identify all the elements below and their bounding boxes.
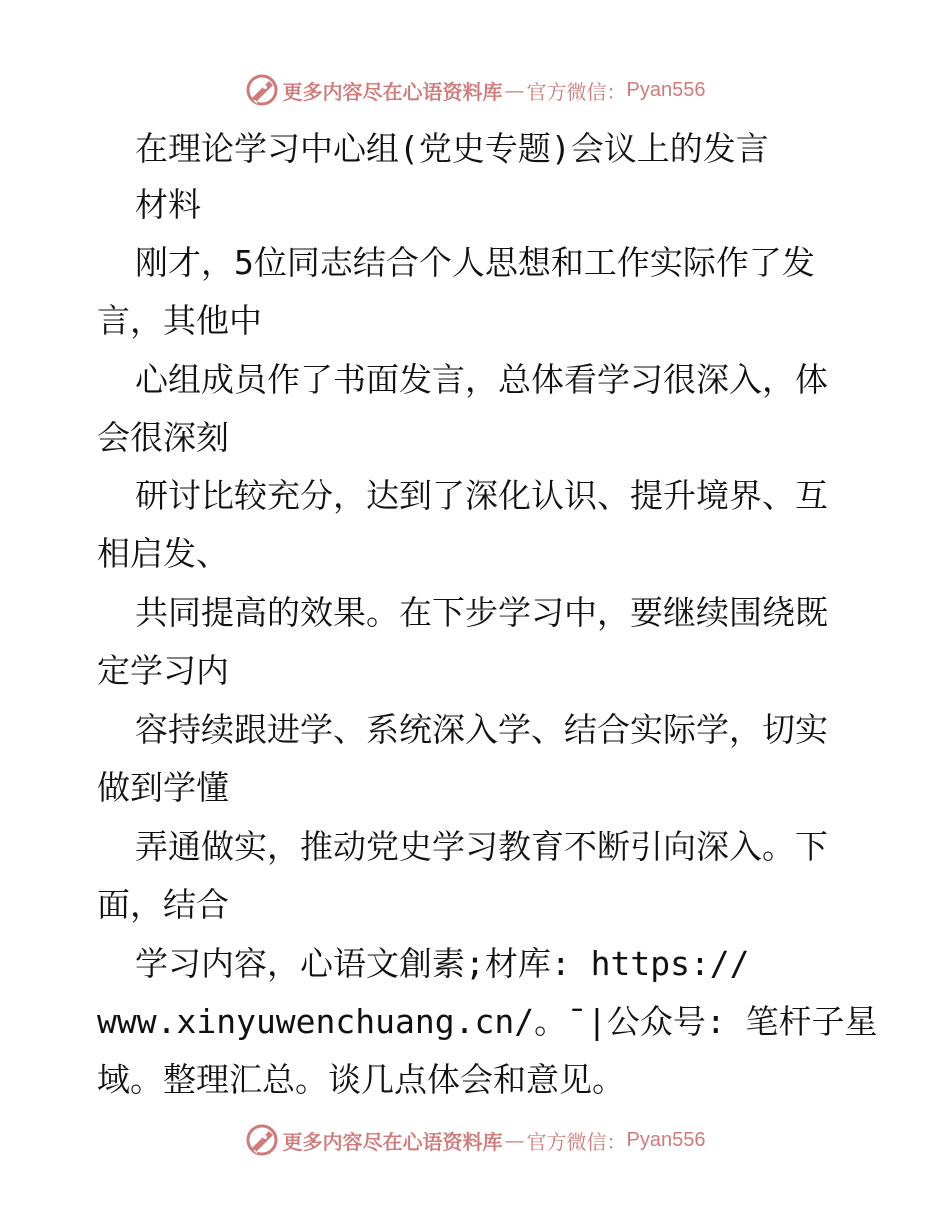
- paragraph-line: 刚才，5位同志结合个人思想和工作实际作了发: [135, 243, 815, 282]
- header-watermark-banner: [0, 72, 950, 108]
- paragraph-line: 共同提高的效果。在下步学习中，要继续围绕既: [135, 593, 828, 632]
- banner-wechat-id: Pyan556: [626, 1128, 706, 1151]
- paragraph-line: 研讨比较充分，达到了深化认识、提升境界、互: [135, 476, 828, 515]
- banner-separator: —: [504, 1128, 525, 1152]
- pen-in-circle-icon: [245, 1123, 279, 1157]
- document-title-line: 在理论学习中心组(党史专题)会议上的发言: [135, 129, 769, 168]
- pen-in-circle-icon: [245, 73, 279, 107]
- paragraph-line: 相启发、: [97, 534, 229, 573]
- paragraph-line: 域。整理汇总。谈几点体会和意见。: [97, 1060, 625, 1099]
- paragraph-line: 容持续跟进学、系统深入学、结合实际学，切实: [135, 710, 828, 749]
- paragraph-line: 心组成员作了书面发言，总体看学习很深入，体: [135, 360, 828, 399]
- document-title-line: 材料: [135, 185, 201, 224]
- banner-title: 更多内容尽在心语资料库: [282, 79, 503, 104]
- paragraph-line: 言，其他中: [97, 301, 262, 340]
- paragraph-line: 学习内容，心语文創素;材库: https://: [135, 944, 750, 983]
- paragraph-line: 弄通做实，推动党史学习教育不断引向深入。下: [135, 827, 828, 866]
- footer-watermark-banner: [0, 1122, 950, 1158]
- banner-wechat-id: Pyan556: [626, 78, 706, 101]
- paragraph-line: 面，结合: [97, 885, 229, 924]
- paragraph-line: 定学习内: [97, 651, 229, 690]
- paragraph-line: 做到学懂: [97, 768, 229, 807]
- paragraph-line: 会很深刻: [97, 418, 229, 457]
- paragraph-line: www.xinyuwenchuang.cn/。¯|公众号: 笔杆子星: [97, 1002, 878, 1041]
- banner-separator: —: [504, 78, 525, 102]
- banner-official-wechat-label: 官方微信：: [526, 1129, 627, 1154]
- banner-official-wechat-label: 官方微信：: [526, 79, 627, 104]
- banner-title: 更多内容尽在心语资料库: [282, 1129, 503, 1154]
